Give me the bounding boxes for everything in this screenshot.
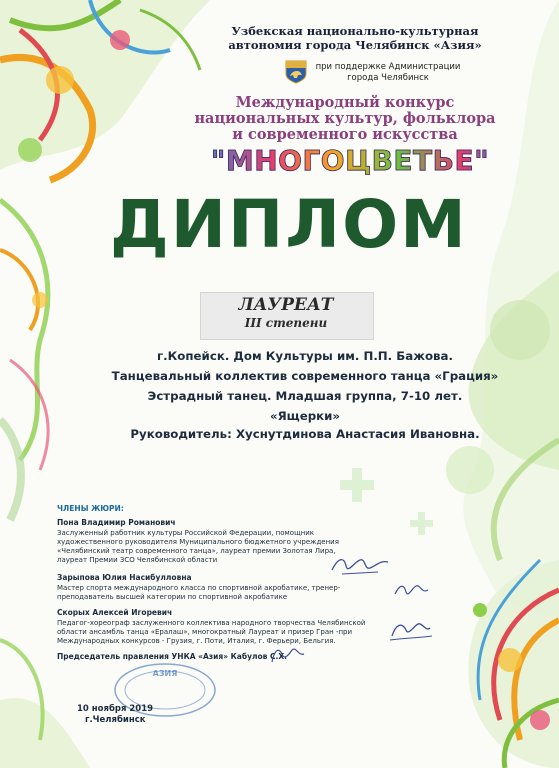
recipient-line-2: Танцевальный коллектив современного танца «Грация» xyxy=(111,369,499,383)
jury-desc-line: преподаватель высшей категории по спортивной акробатике xyxy=(57,593,288,601)
award-degree: III степени xyxy=(244,316,328,330)
jury-member-description xyxy=(57,619,397,646)
stamp-label: АЗИЯ xyxy=(152,669,178,678)
chelyabinsk-emblem-icon xyxy=(285,60,307,84)
issue-city: г.Челябинск xyxy=(85,715,146,725)
recipient-line-5: Руководитель: Хуснутдинова Анастасия Ивановна. xyxy=(130,427,480,441)
organizer-name xyxy=(225,24,485,52)
document-title: ДИПЛОМ xyxy=(110,186,468,263)
jury-heading: ЧЛЕНЫ ЖЮРИ: xyxy=(57,504,124,513)
signature-zarypova xyxy=(392,580,432,602)
contest-line-2: национальных культур, фольклора xyxy=(194,110,496,127)
jury-member-name: Скорых Алексей Игоревич xyxy=(57,608,173,617)
jury-desc-line: Педагог-хореограф заслуженного коллектива народного творчества Челябинской xyxy=(57,619,366,627)
organizer-line-2: автономия города Челябинск «Азия» xyxy=(228,38,482,52)
chairman-line: Председатель правления УНКА «Азия» Кабулов С.Х. xyxy=(57,652,287,661)
contest-description xyxy=(180,95,510,143)
contest-line-1: Международный конкурс xyxy=(235,94,455,111)
festival-name: "МНОГОЦВЕТЬЕ" xyxy=(190,144,510,177)
contest-line-3: и современного искусства xyxy=(232,126,458,143)
jury-member-name: Пона Владимир Романович xyxy=(57,518,176,527)
signature-pona xyxy=(330,552,390,578)
jury-member-description xyxy=(57,584,397,602)
jury-desc-line: художественного руководителя Муниципального бюджетного учреждения xyxy=(57,538,339,546)
jury-desc-line: Мастер спорта международного класса по спортивной акробатике, тренер- xyxy=(57,584,341,592)
recipient-line-3: Эстрадный танец. Младшая группа, 7-10 лет. xyxy=(147,389,463,403)
signature-kabulov xyxy=(268,642,308,668)
support-line-1: при поддержке Администрации xyxy=(315,62,461,72)
award-title: ЛАУРЕАТ xyxy=(238,295,334,315)
organizer-line-1: Узбекская национально-культурная xyxy=(231,24,479,38)
issue-date: 10 ноября 2019 xyxy=(77,704,154,714)
jury-desc-line: «Челябинский театр современного танца», лауреат премии Золотая Лира, xyxy=(57,547,336,555)
support-text xyxy=(313,62,463,84)
jury-desc-line: Международных конкурсов - Грузия, г. Поти, Италия, г. Ферьери, Бельгия. xyxy=(57,637,336,645)
recipient-line-1: г.Копейск. Дом Культуры им. П.П. Бажова. xyxy=(157,349,453,363)
jury-desc-line: области ансамбль танца «Ералаш», многократный Лауреат и призер Гран -при xyxy=(57,628,353,636)
jury-member-name: Зарыпова Юлия Насибулловна xyxy=(57,573,192,582)
jury-desc-line: Заслуженный работник культуры Российской Федерации, помощник xyxy=(57,529,315,537)
jury-desc-line: лауреат Премии ЗСО Челябинской области xyxy=(57,556,218,564)
recipient-line-4: «Ящерки» xyxy=(269,409,341,423)
signature-skorykh xyxy=(388,616,433,644)
support-line-2: города Челябинск xyxy=(347,73,429,83)
